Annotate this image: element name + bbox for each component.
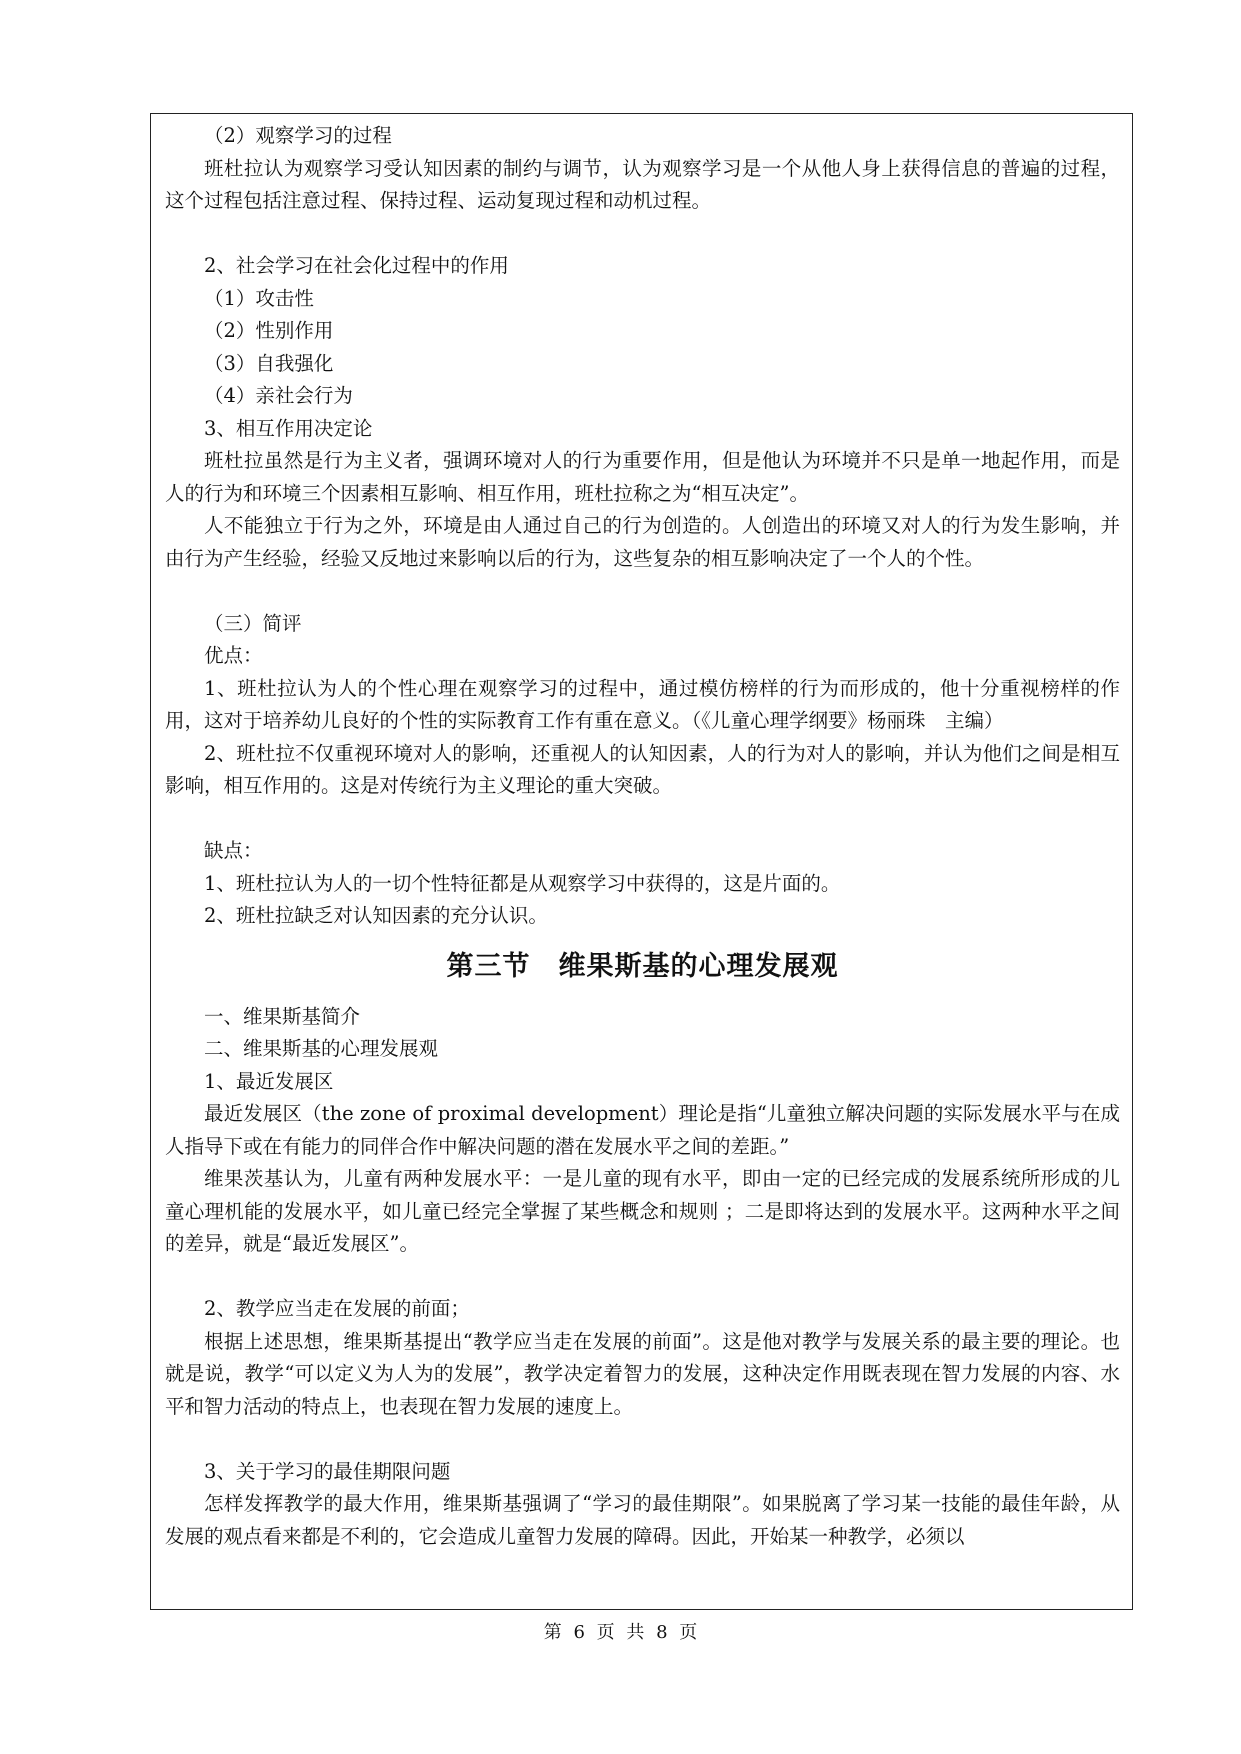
paragraph: （3）自我强化 <box>204 351 334 375</box>
paragraph: 一、维果斯基简介 <box>204 1004 361 1028</box>
paragraph: 2、教学应当走在发展的前面； <box>204 1297 470 1320</box>
paragraph: （三）简评 <box>204 611 302 635</box>
paragraph: 二、维果斯基的心理发展观 <box>204 1037 439 1060</box>
blank-line <box>165 218 1120 251</box>
paragraph: 1、班杜拉认为人的个性心理在观察学习的过程中，通过模仿榜样的行为而形成的，他十分重视榜样的作用，这对于培养幼儿良好的个性的实际教育工作有重在意义。（《儿童心理学纲要》杨丽珠 主编） <box>165 676 1120 732</box>
paragraph: 最近发展区（the zone of proximal development）理论是指“儿童独立解决问题的实际发展水平与在成人指导下或在有能力的同伴合作中解决问题的潜在发展水平之间的差距。” <box>165 1102 1120 1158</box>
paragraph: 班杜拉虽然是行为主义者，强调环境对人的行为重要作用，但是他认为环境并不只是单一地起作用，而是人的行为和环境三个因素相互影响、相互作用，班杜拉称之为“相互决定”。 <box>165 449 1120 505</box>
blank-line <box>165 1423 1120 1456</box>
paragraph: 1、班杜拉认为人的一切个性特征都是从观察学习中获得的，这是片面的。 <box>204 871 841 895</box>
document-body <box>165 120 1120 1553</box>
paragraph: 3、相互作用决定论 <box>204 416 373 440</box>
paragraph: 优点： <box>204 644 263 667</box>
paragraph: 班杜拉认为观察学习受认知因素的制约与调节，认为观察学习是一个从他人身上获得信息的普遍的过程，这个过程包括注意过程、保持过程、运动复现过程和动机过程。 <box>165 156 1120 212</box>
paragraph: 怎样发挥教学的最大作用，维果斯基强调了“学习的最佳期限”。如果脱离了学习某一技能的最佳年龄，从发展的观点看来都是不利的，它会造成儿童智力发展的障碍。因此，开始某一种教学，必须以 <box>165 1492 1120 1548</box>
page-frame <box>150 113 1133 1610</box>
content-part-a <box>165 120 1120 933</box>
paragraph: 维果茨基认为，儿童有两种发展水平：一是儿童的现有水平，即由一定的已经完成的发展系统所形成的儿童心理机能的发展水平，如儿童已经完全掌握了某些概念和规则 ；二是即将达到的发展水平。这两种水平之间的差异，就是“最近发展区”。 <box>165 1167 1120 1255</box>
paragraph: 2、班杜拉不仅重视环境对人的影响，还重视人的认知因素，人的行为对人的影响，并认为他们之间是相互影响，相互作用的。这是对传统行为主义理论的重大突破。 <box>165 741 1120 797</box>
paragraph: （2）性别作用 <box>204 319 334 342</box>
content-part-b <box>165 1001 1120 1554</box>
paragraph: （2）观察学习的过程 <box>204 124 392 147</box>
blank-line <box>165 803 1120 836</box>
paragraph: 2、班杜拉缺乏对认知因素的充分认识。 <box>204 904 548 927</box>
section-heading: 第三节 维果斯基的心理发展观 <box>446 950 839 982</box>
paragraph: 1、最近发展区 <box>204 1069 334 1093</box>
blank-line <box>165 575 1120 608</box>
page-footer: 第 6 页 共 8 页 <box>543 1622 698 1643</box>
paragraph: 3、关于学习的最佳期限问题 <box>204 1459 451 1483</box>
paragraph: 人不能独立于行为之外，环境是由人通过自己的行为创造的。人创造出的环境又对人的行为发生影响，并由行为产生经验，经验又反地过来影响以后的行为，这些复杂的相互影响决定了一个人的个性。 <box>165 514 1120 570</box>
paragraph: 2、社会学习在社会化过程中的作用 <box>204 254 509 277</box>
blank-line <box>165 1261 1120 1294</box>
paragraph: （4）亲社会行为 <box>204 384 353 407</box>
paragraph: （1）攻击性 <box>204 286 314 310</box>
paragraph: 根据上述思想，维果斯基提出“教学应当走在发展的前面”。这是他对教学与发展关系的最主要的理论。也就是说，教学“可以定义为人为的发展”，教学决定着智力的发展，这种决定作用既表现在智力发展的内容、水平和智力活动的特点上，也表现在智力发展的速度上。 <box>165 1329 1120 1418</box>
paragraph: 缺点： <box>204 839 263 862</box>
